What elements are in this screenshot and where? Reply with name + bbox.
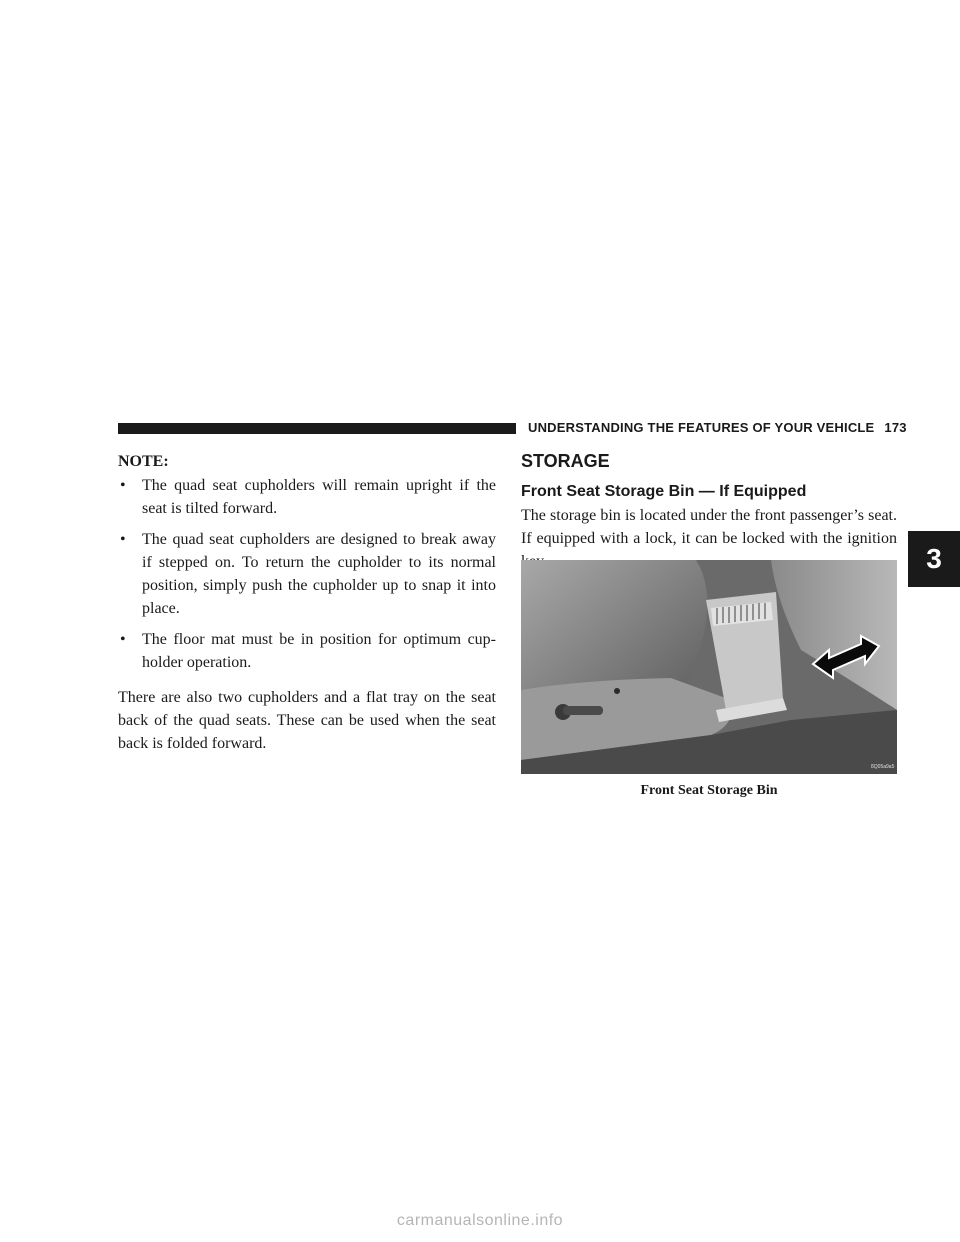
storage-paragraph: The storage bin is located under the front passenger’s seat. If equipped with a lock, it can be locked with the ignition xyxy=(521,507,897,547)
figure-id: 8Q05a9a5 xyxy=(871,764,895,770)
subsection-title: Front Seat Storage Bin — If Equipped xyxy=(521,483,807,500)
list-item: • The quad seat cupholders will remain upright if the seat is tilted forward. xyxy=(118,474,496,520)
list-item: • The floor mat must be in position for optimum cup-holder operation. xyxy=(118,628,496,674)
list-item: • The quad seat cupholders are designed to break away if stepped on. To return the cupholder to its normal position, simply push the cupholder up to snap it into place. xyxy=(118,528,496,620)
cupholder-paragraph: There are also two cupholders and a flat tray on the seat back of the quad seats. These can be used when the seat back is folded forward. xyxy=(118,689,496,752)
bullet-icon: • xyxy=(120,531,126,548)
figure-caption: Front Seat Storage Bin xyxy=(640,783,778,798)
header-title: UNDERSTANDING THE FEATURES OF YOUR VEHICLE xyxy=(528,420,875,435)
bullet-icon: • xyxy=(120,631,126,648)
left-column xyxy=(118,452,496,755)
bullet-icon: • xyxy=(120,477,126,494)
right-column xyxy=(521,450,897,573)
running-header xyxy=(528,420,907,435)
storage-bin-figure xyxy=(521,560,897,774)
watermark: carmanualsonline.info xyxy=(396,1212,564,1229)
note-label: NOTE: xyxy=(118,453,169,470)
chapter-tab: 3 xyxy=(908,531,960,587)
section-title: STORAGE xyxy=(521,451,610,471)
header-rule xyxy=(118,423,516,434)
note-bullet-list xyxy=(118,474,496,674)
page-number: 173 xyxy=(884,420,907,435)
